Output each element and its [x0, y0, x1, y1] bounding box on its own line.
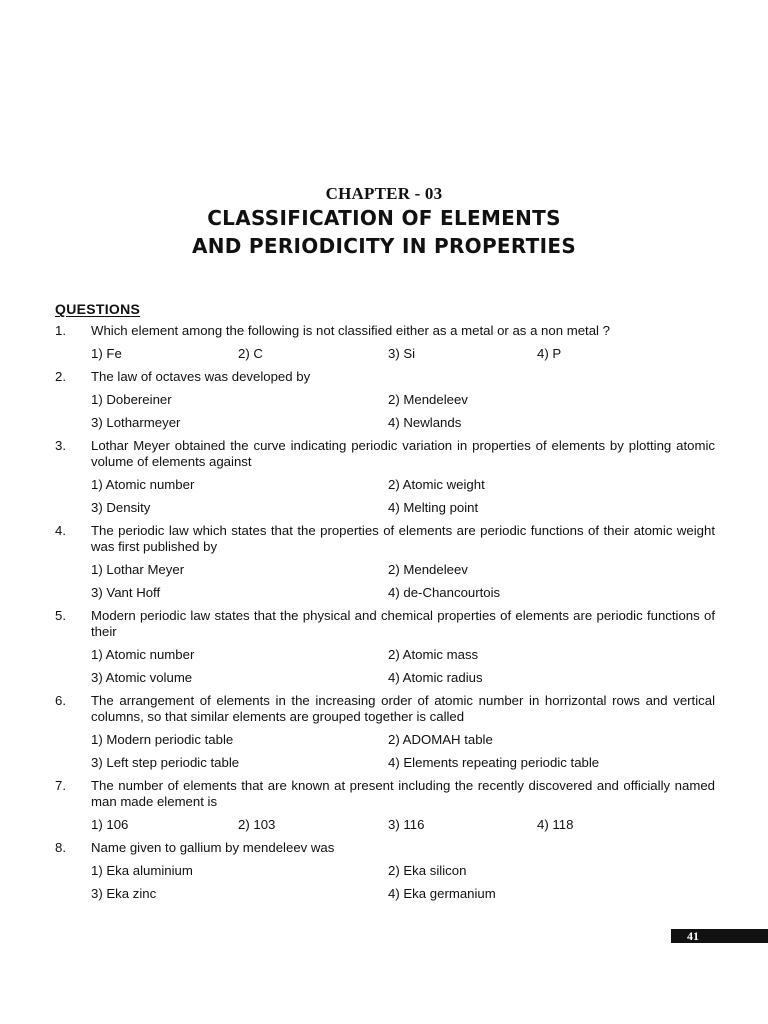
options-row: [91, 500, 715, 516]
option-2: 2) 103: [238, 817, 276, 832]
option-1: 1) Eka aluminium: [91, 863, 193, 878]
question-text: The number of elements that are known at present including the recently discovered and officially named man made element is: [91, 778, 715, 809]
option-2: 2) Atomic mass: [388, 647, 479, 662]
option-3: 3) Density: [91, 500, 151, 515]
option-2: 2) Mendeleev: [388, 562, 468, 577]
question-text: Modern periodic law states that the physical and chemical properties of elements are periodic functions of their: [91, 608, 715, 639]
question-text: The law of octaves was developed by: [91, 369, 311, 384]
option-1: 1) Atomic number: [91, 647, 195, 662]
option-3: 3) Si: [388, 346, 416, 361]
question-number: 4.: [55, 523, 66, 538]
page-number: 41: [687, 929, 699, 943]
option-3: 3) Vant Hoff: [91, 585, 161, 600]
question-8: [55, 840, 715, 902]
page-number-bar: [671, 929, 768, 943]
option-4: 4) Elements repeating periodic table: [388, 755, 600, 770]
question-text: Lothar Meyer obtained the curve indicating periodic variation in properties of elements by plotting atomic volume of elements against: [91, 438, 715, 469]
options-row: [91, 817, 715, 833]
questions-list: [55, 323, 715, 909]
question-7: [55, 778, 715, 833]
question-5: [55, 608, 715, 686]
option-3: 3) Lotharmeyer: [91, 415, 181, 430]
chapter-label: CHAPTER - 03: [325, 184, 443, 203]
question-text: The arrangement of elements in the increasing order of atomic number in horrizontal rows and vertical columns, so that similar elements are grouped together is called: [91, 693, 715, 724]
option-1: 1) Lothar Meyer: [91, 562, 185, 577]
option-4: 4) Atomic radius: [388, 670, 483, 685]
option-4: 4) Newlands: [388, 415, 462, 430]
chapter-title-line-1: CLASSIFICATION OF ELEMENTS: [207, 206, 561, 230]
option-3: 3) Atomic volume: [91, 670, 193, 685]
question-number: 7.: [55, 778, 66, 793]
options-row: [91, 477, 715, 493]
option-4: 4) Melting point: [388, 500, 479, 515]
option-1: 1) Dobereiner: [91, 392, 172, 407]
option-1: 1) Modern periodic table: [91, 732, 234, 747]
options-row: [91, 670, 715, 686]
options-row: [91, 732, 715, 748]
question-number: 3.: [55, 438, 66, 453]
option-3: 3) 116: [388, 817, 425, 832]
option-2: 2) ADOMAH table: [388, 732, 493, 747]
question-6: [55, 693, 715, 771]
options-row: [91, 755, 715, 771]
chapter-title-line-2: AND PERIODICITY IN PROPERTIES: [191, 234, 577, 258]
question-text: Name given to gallium by mendeleev was: [91, 840, 335, 855]
question-number: 8.: [55, 840, 66, 855]
question-number: 1.: [55, 323, 66, 338]
question-text: The periodic law which states that the properties of elements are periodic functions of their atomic weight was first published by: [91, 523, 715, 554]
question-text: Which element among the following is not classified either as a metal or as a non metal ?: [91, 323, 610, 338]
option-4: 4) P: [537, 346, 562, 361]
question-number: 5.: [55, 608, 66, 623]
question-number: 2.: [55, 369, 66, 384]
options-row: [91, 392, 715, 408]
option-2: 2) Eka silicon: [388, 863, 467, 878]
options-row: [91, 863, 715, 879]
question-number: 6.: [55, 693, 66, 708]
option-2: 2) C: [238, 346, 263, 361]
options-row: [91, 346, 715, 362]
question-4: [55, 523, 715, 601]
options-row: [91, 415, 715, 431]
option-4: 4) Eka germanium: [388, 886, 496, 901]
options-row: [91, 585, 715, 601]
option-1: 1) 106: [91, 817, 129, 832]
question-2: [55, 369, 715, 431]
options-row: [91, 647, 715, 663]
option-4: 4) de-Chancourtois: [388, 585, 501, 600]
option-1: 1) Atomic number: [91, 477, 195, 492]
question-1: [55, 323, 715, 362]
question-3: [55, 438, 715, 516]
option-2: 2) Mendeleev: [388, 392, 468, 407]
option-4: 4) 118: [537, 817, 574, 832]
option-3: 3) Eka zinc: [91, 886, 157, 901]
option-1: 1) Fe: [91, 346, 122, 361]
option-3: 3) Left step periodic table: [91, 755, 240, 770]
options-row: [91, 886, 715, 902]
options-row: [91, 562, 715, 578]
option-2: 2) Atomic weight: [388, 477, 485, 492]
questions-heading: QUESTIONS: [55, 301, 141, 317]
